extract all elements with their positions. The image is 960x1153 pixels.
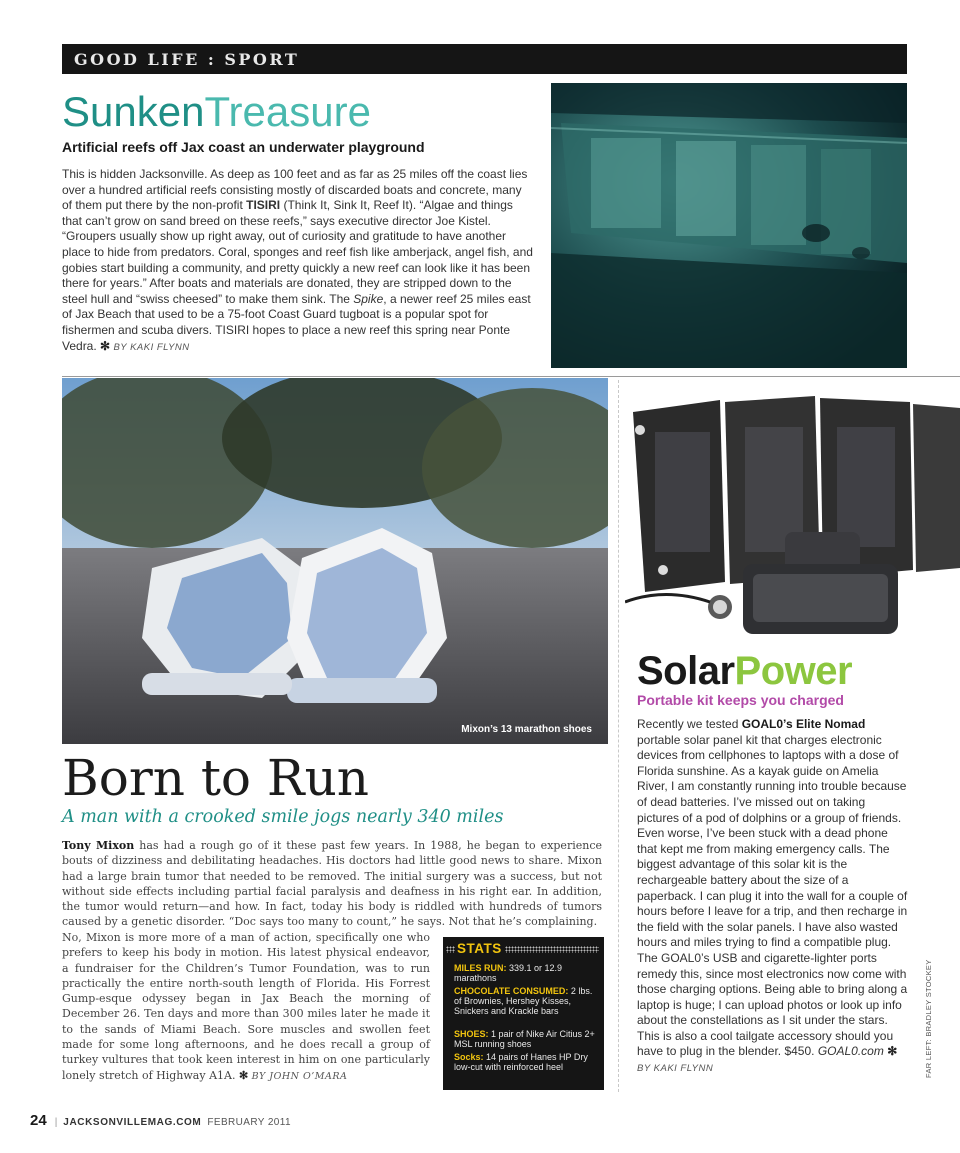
- stat-value: 1 pair of Nike Air Citius 2+ MSL running shoes: [454, 1029, 595, 1049]
- body-text: No, Mixon is more more of a man of action, specifically one who prefers to keep his body in motion. His latest physical endeavor, a fundraiser for the Children’s Tumor Foundation, was to run practically the entire north-south length of Florida. His Forrest Gump-esque odyssey began in Jax Beach the morning of December 26. Ten days and more than 300 miles later he made it to the sands of Miami Beach. Sore muscles and swollen feet made for some long afternoons, and he does recall a group of turkey vultures that took keen interest in him on one particularly lonely stretch of Highway A1A.: [62, 931, 430, 1082]
- sunken-treasure-body: [62, 167, 534, 355]
- title-word-sunken: Sunken: [62, 88, 205, 135]
- born-to-run-body-bottom: [62, 930, 430, 1084]
- solar-kit-illustration: [625, 392, 960, 644]
- stat-key: SHOES:: [454, 1029, 489, 1039]
- body-text: portable solar panel kit that charges electronic devices from cellphones to laptops with a dose of Florida sunshine. As a kayak guide on Amelia River, I am constantly running into trouble because of dead batteries. I’ve missed out on taking pictures of a pod of dolphins or a group of friends. Even worse, I’ve been stuck with a dead phone that kept me from making emergency calls. The biggest advantage of this solar kit is the rechargeable battery about the size of a paperback. I can plug it into the wall for a couple of hours before I leave for a trip, and then recharge in the field with the solar panels. I have also wasted hours and miles trying to find a compatible plug. The GOAL0’s USB and cigarette-lighter ports remedy this, since most electronics now come with those charging options. Being able to bring along a laptop is huge; I can upload photos or look up info about the constellations as I sit under the stars. This is also a cool tailgate accessory should you have to plug in the blender. $450.: [637, 732, 908, 1059]
- born-to-run-body-top: [62, 838, 602, 930]
- footer-date: FEBRUARY 2011: [207, 1117, 291, 1128]
- reef-photo-illustration: [551, 83, 907, 368]
- footer-separator: |: [54, 1117, 58, 1128]
- title-word-solar: Solar: [637, 649, 735, 693]
- reef-photo: [551, 83, 907, 368]
- title-word-treasure: Treasure: [204, 88, 371, 135]
- stat-value: 2 lbs. of Brownies, Hershey Kisses, Snickers and Krackle bars: [454, 986, 593, 1016]
- stat-item: [454, 964, 600, 984]
- photo-caption: Mixon’s 13 marathon shoes: [461, 724, 592, 735]
- end-mark-icon: ✻: [887, 1044, 898, 1059]
- stat-item: [454, 1053, 600, 1073]
- body-text: This is hidden Jacksonville. As deep as 100 feet and as far as 25 miles off the coast lies over a hundred artificial reefs consisting mostly of discarded boats and concrete, many of them put there by the non-profit: [62, 167, 528, 213]
- page-number: 24: [30, 1112, 47, 1129]
- byline: BY KAKI FLYNN: [113, 341, 190, 353]
- stat-key: MILES RUN:: [454, 963, 507, 973]
- stats-title: STATS: [457, 941, 502, 956]
- body-italic-text: GOAL0.com: [817, 1044, 884, 1059]
- solar-power-subtitle: Portable kit keeps you charged: [637, 692, 844, 708]
- stat-value: 14 pairs of Hanes HP Dry low-cut with reinforced heel: [454, 1052, 588, 1072]
- stat-item: [454, 987, 600, 1016]
- shoes-photo: [62, 378, 608, 744]
- stat-key: CHOCOLATE CONSUMED:: [454, 986, 569, 996]
- solar-power-title: [637, 648, 852, 694]
- lead-name: Tony Mixon: [62, 839, 135, 852]
- body-italic-text: Spike: [353, 291, 384, 306]
- solar-power-body: [637, 717, 909, 1077]
- photo-credit: FAR LEFT: BRADLEY STOCKEY: [924, 959, 933, 1078]
- body-bold-text: TISIRI: [246, 198, 281, 213]
- born-to-run-title: Born to Run: [62, 749, 369, 807]
- end-mark-icon: ✻: [238, 1068, 249, 1082]
- footer-site: JACKSONVILLEMAG.COM: [63, 1117, 202, 1128]
- shoes-photo-illustration: [62, 378, 608, 744]
- body-bold-text: GOAL0’s Elite Nomad: [741, 717, 866, 731]
- body-text: has had a rough go of it these past few years. In 1988, he began to experience bouts of dizziness and debilitating headaches. His doctors had little good news to share. Mixon had a large brain tumor that needed to be removed. The initial surgery was a success, but not without side effects including partial facial paralysis and deafness in his right ear. In addition, the tumor would return—and how. In fact, today his body is riddled with hundreds of tumors caused by a genetic disorder. “Doc says too many to count,” he says. Not that he’s complaining.: [62, 839, 602, 929]
- body-text: (Think It, Sink It, Reef It). “Algae and things that can’t grow on sand breed on these reefs,” says executive director Joe Kistel. “Groupers usually show up right away, out of curiosity and gratitude to have another place to hide from predators. Coral, sponges and reef fish like amberjack, angel fish, and gobies start building a community, and pretty quickly a new reef can look like it has been there for years.” After boats and materials are donated, they are stripped down to the steel hull and “swiss cheesed” to make them sink. The: [62, 198, 533, 306]
- byline: BY JOHN O’MARA: [251, 1070, 348, 1082]
- stats-box: [443, 937, 604, 1090]
- byline: BY KAKI FLYNN: [637, 1063, 714, 1075]
- solar-kit-photo: [625, 392, 960, 644]
- stat-value: 339.1 or 12.9 marathons: [454, 963, 563, 983]
- title-word-power: Power: [734, 649, 853, 693]
- sunken-treasure-title: [62, 88, 371, 136]
- sunken-treasure-subtitle: Artificial reefs off Jax coast an underwater playground: [62, 139, 425, 155]
- column-divider: [618, 380, 619, 1092]
- section-header-bar: [62, 44, 907, 74]
- body-text: , a newer reef 25 miles east of Jax Beach that used to be a 75-foot Coast Guard tugboat is a popular spot for fishermen and scuba divers. TISIRI hopes to place a new reef this spring near Ponte Vedra.: [62, 291, 531, 353]
- dots-pattern: [446, 946, 455, 953]
- body-text: Recently we tested: [637, 717, 742, 731]
- dots-pattern: [505, 946, 599, 953]
- stat-item: [454, 1030, 600, 1050]
- section-label: GOOD LIFE : SPORT: [74, 50, 300, 69]
- page-footer: [30, 1112, 291, 1129]
- stat-key: Socks:: [454, 1052, 484, 1062]
- horizontal-divider: [62, 376, 960, 377]
- born-to-run-subtitle: A man with a crooked smile jogs nearly 340 miles: [62, 807, 504, 827]
- end-mark-icon: ✻: [100, 338, 111, 353]
- stats-header: [443, 941, 604, 957]
